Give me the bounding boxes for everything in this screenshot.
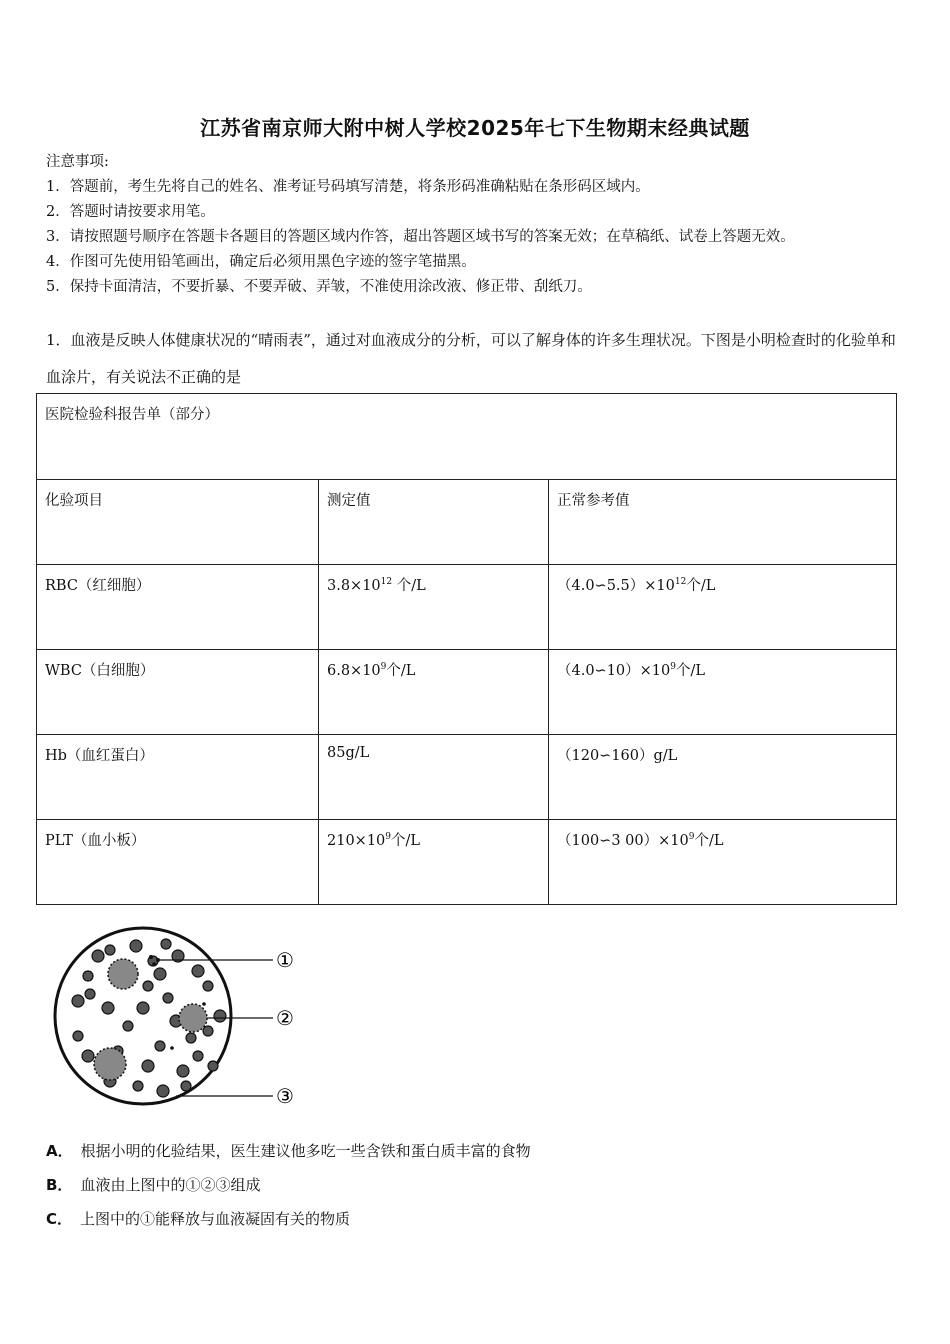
blood-smear-svg [48, 916, 308, 1116]
question-stem: 1．血液是反映人体健康状况的“晴雨表”，通过对血液成分的分析，可以了解身体的许多生理状况。下图是小明检查时的化验单和血涂片，有关说法不正确的是 [46, 331, 896, 386]
lab-report-table [36, 393, 897, 905]
notes-heading: 注意事项: [46, 154, 109, 170]
note-item: 1．答题前，考生先将自己的姓名、准考证号码填写清楚，将条形码准确粘贴在条形码区域内。 [46, 179, 650, 195]
column-header: 正常参考值 [549, 480, 897, 565]
column-header: 测定值 [319, 480, 549, 565]
label-3: ③ [276, 1084, 294, 1108]
cell-item: PLT（血小板） [37, 820, 319, 905]
option-c[interactable]: C． 上图中的①能释放与血液凝固有关的物质 [46, 1210, 351, 1228]
note-item: 2．答题时请按要求用笔。 [46, 204, 215, 220]
page-title: 江苏省南京师大附中树人学校2025年七下生物期末经典试题 [200, 116, 750, 140]
option-a[interactable]: A． 根据小明的化验结果，医生建议他多吃一些含铁和蛋白质丰富的食物 [46, 1142, 531, 1160]
cell-reference: （100∽3 $00)\times 10^9$个/L [549, 820, 897, 905]
column-header: 化验项目 [37, 480, 319, 565]
table-row [37, 565, 897, 650]
option-b[interactable]: B． 血液由上图中的①②③组成 [46, 1176, 261, 1194]
cell-reference: $(4.0∽5.5)\times 10^{12}$个/L [549, 565, 897, 650]
table-row [37, 735, 897, 820]
table-row [37, 480, 897, 565]
note-item: 4．作图可先使用铅笔画出，确定后必须用黑色字迹的签字笔描黑。 [46, 254, 476, 270]
cell-reference: （120∽160）g/L [549, 735, 897, 820]
cell-item: RBC（红细胞） [37, 565, 319, 650]
cell-value: $6.8\times 10^9$个/L [319, 650, 549, 735]
table-row [37, 820, 897, 905]
note-item: 3．请按照题号顺序在答题卡各题目的答题区域内作答，超出答题区域书写的答案无效；在草稿纸、试卷上答题无效。 [46, 229, 795, 245]
answer-options [46, 1136, 531, 1238]
cell-reference: $(4.0∽10)\times 10^9$个/L [549, 650, 897, 735]
cell-value: $210\times 10^9$个/L [319, 820, 549, 905]
label-2: ② [276, 1006, 294, 1030]
blood-smear-diagram [48, 916, 308, 1120]
cell-item: Hb（血红蛋白） [37, 735, 319, 820]
notes-section [46, 150, 795, 300]
note-item: 5．保持卡面清洁，不要折暴、不要弄破、弄皱，不准使用涂改液、修正带、刮纸刀。 [46, 279, 592, 295]
cell-item: WBC（白细胞） [37, 650, 319, 735]
label-1: ① [276, 948, 294, 972]
cell-value: $3.8\times 10^{12}$ 个/L [319, 565, 549, 650]
cell-value: 85g/L [319, 735, 549, 820]
table-row [37, 650, 897, 735]
report-title: 医院检验科报告单（部分） [37, 394, 897, 480]
